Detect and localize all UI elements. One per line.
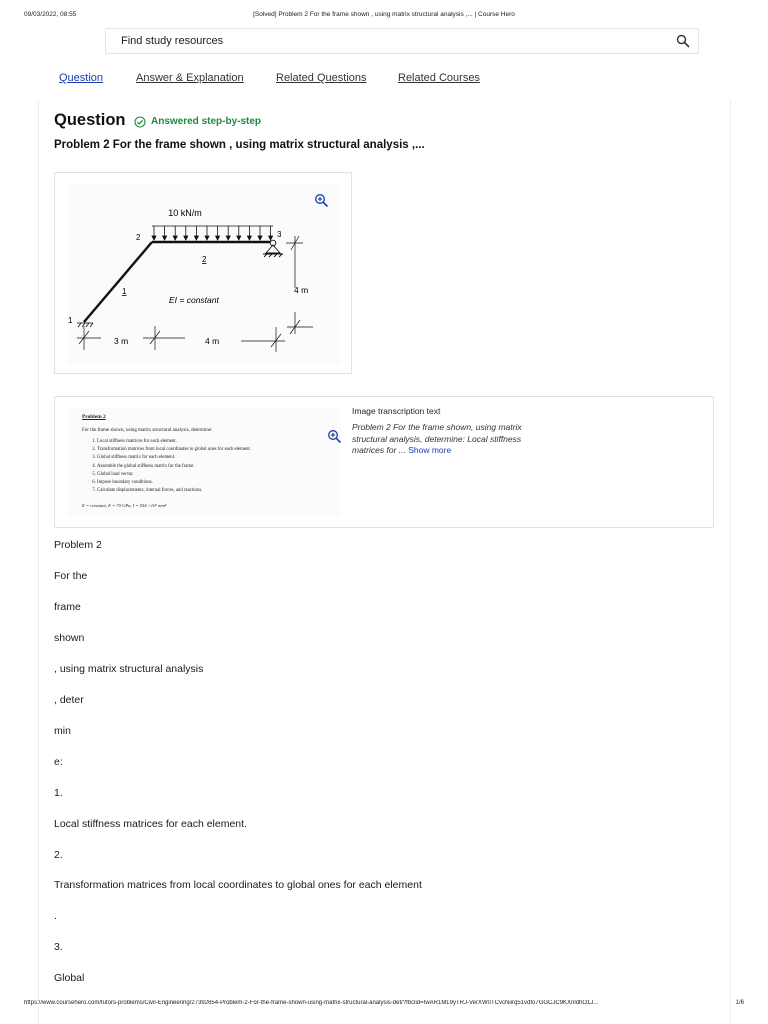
transcription-text [352,422,552,457]
print-page-title: [Solved] Problem 2 For the frame shown , using matrix structural analysis ,... | Course Hero [253,11,515,18]
load-arrow-head [216,236,220,240]
problem-image-title: Problem 2 [82,414,106,420]
load-arrow-head [247,236,251,240]
print-footer [24,1000,744,1010]
zoom-in-icon[interactable] [314,193,328,207]
problem-image-intro: For the frame shown, using matrix structural analysis, determine: [82,428,213,433]
answer-line: e: [54,756,63,768]
list-item: 2. Transformation matrices from local coordinates to global ones for each element. [97,446,251,454]
frame-figure[interactable] [54,172,352,374]
answer-line: For the [54,570,88,582]
load-arrow-head [237,236,241,240]
search-bar[interactable] [105,28,699,54]
problem-image-footer: E = constant, E = 70 GPa, I = 554 ×10⁶ mm⁴ [82,503,167,508]
answered-label: Answered step-by-step [151,116,262,127]
answer-line: min [54,725,71,737]
answer-line: 3. [54,941,63,953]
list-item: 3. Global stiffness matrix for each element. [97,454,251,462]
problem-image[interactable] [67,408,341,516]
problem-image-list [87,438,251,495]
list-item: 4. Assemble the global stiffness matrix for the frame. [97,463,251,471]
load-arrow-head [226,236,230,240]
transcription-card [54,396,714,528]
question-heading: Question [54,111,126,129]
check-circle-icon [134,116,146,128]
list-item: 5. Global load vector. [97,471,251,479]
list-item: 7. Calculate displacements, internal forces, and reactions. [97,487,251,495]
answer-line: 1. [54,787,63,799]
load-arrow-head [184,236,188,240]
transcription-label: Image transcription text [352,406,441,416]
show-more-link[interactable]: Show more [408,445,452,455]
zoom-in-icon[interactable] [327,429,341,443]
search-icon[interactable] [676,34,690,48]
tab-answer-explanation[interactable]: Answer & Explanation [136,72,244,84]
frame-diagram [67,184,341,364]
answer-line: shown [54,632,85,644]
print-url: https://www.coursehero.com/tutors-problems/Civil-Engineering/27392654-Problem-2-For-the-frame-shown-using-matrix-structural-analysis-det/?fbclid=IwAR1ML9yTRJ-VerXW0TCvcNiirq51vdfo7GGCJC9KXnldhO1J... [24,1000,599,1006]
load-arrow-head [205,236,209,240]
load-arrow-head [269,236,273,240]
height-dim-label: 4 m [294,285,309,295]
node-3-label: 3 [277,230,282,239]
tab-question[interactable]: Question [59,72,104,84]
ei-label: EI = constant [169,295,219,305]
distributed-load [152,226,273,240]
load-arrow-head [163,236,167,240]
span-4m-label: 4 m [205,336,220,346]
answer-line: , using matrix structural analysis [54,663,204,675]
answer-line: Global [54,972,85,984]
list-item: 6. Impose boundary conditions. [97,479,251,487]
answer-line: frame [54,601,81,613]
node-2-label: 2 [136,233,141,242]
print-page-number: 1/6 [735,1000,744,1006]
answer-line: Problem 2 [54,539,102,551]
load-arrow-head [152,236,156,240]
answer-line: . [54,910,57,922]
member-1-label: 1 [122,287,127,296]
frame-member-1 [84,242,152,322]
load-label: 10 kN/m [168,208,202,218]
answer-line: 2. [54,849,63,861]
node-1-label: 1 [68,316,73,325]
frame-figure-canvas [67,184,341,364]
tab-related-courses[interactable]: Related Courses [398,72,480,84]
load-arrow-head [173,236,177,240]
load-arrow-head [194,236,198,240]
span-3m-label: 3 m [114,336,129,346]
answer-line: Local stiffness matrices for each element. [54,818,247,830]
transcription-excerpt: Problem 2 For the frame shown, using matrix structural analysis, determine: Local stiffness matrices for ... [352,422,522,455]
list-item: 1. Local stiffness matrices for each element. [97,438,251,446]
load-arrow-head [258,236,262,240]
search-input[interactable] [121,29,641,53]
print-date: 09/03/2022, 08:55 [24,11,77,18]
question-title: Problem 2 For the frame shown , using matrix structural analysis ,... [54,139,425,151]
fixed-support-icon [77,323,93,327]
print-header [24,11,744,21]
tab-related-questions[interactable]: Related Questions [276,72,367,84]
answer-line: Transformation matrices from local coordinates to global ones for each element [54,879,422,891]
answer-line: , deter [54,694,84,706]
member-2-label: 2 [202,255,207,264]
